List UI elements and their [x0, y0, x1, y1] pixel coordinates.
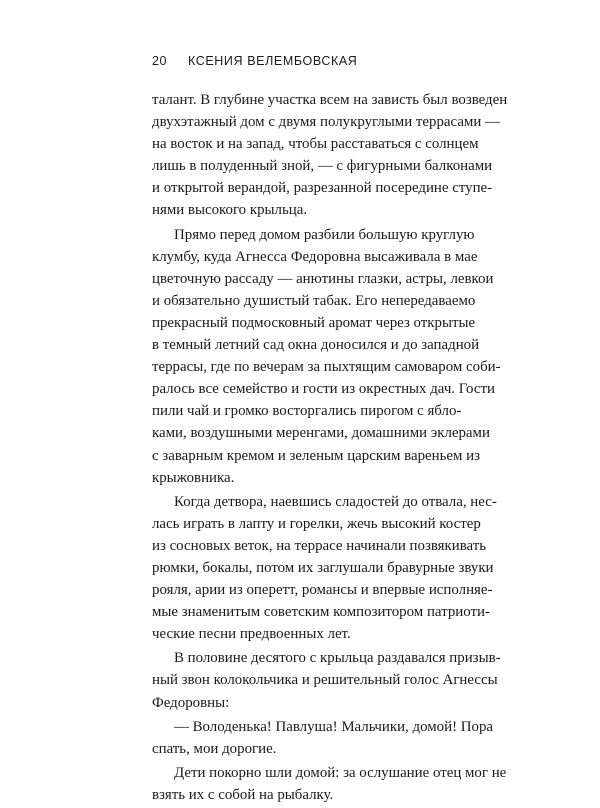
text-line: В половине десятого с крыльца раздавался призыв- — [174, 650, 501, 667]
text-line: лишь в полуденный зной, — с фигурными балконами — [152, 158, 493, 175]
text-line: и обязательно душистый табак. Его непередаваемо — [152, 292, 476, 309]
text-line: рюмки, бокалы, потом их заглушали бравурные звуки — [152, 559, 494, 576]
text-line: талант. В глубине участка всем на зависть был возведен — [152, 92, 508, 108]
text-line: рояля, арии из оперетт, романсы и впервые исполняе- — [152, 582, 493, 599]
text-line: в темный летний сад окна доносился и до западной — [152, 337, 480, 354]
text-line: прекрасный подмосковный аромат через открытые — [152, 314, 476, 331]
text-line: лась играть в лапту и горелки, жечь высокий костер — [152, 515, 481, 532]
text-line: Когда детвора, наевшись сладостей до отвала, нес- — [174, 493, 497, 510]
paragraph — [152, 89, 508, 222]
paragraph — [152, 224, 501, 489]
text-line: и открытой верандой, разрезанной посередине ступе- — [152, 180, 493, 197]
text-line: ный звон колокольчика и решительный голос Агнессы — [152, 672, 498, 689]
running-title: КСЕНИЯ ВЕЛЕМБОВСКАЯ — [188, 54, 358, 68]
text-line: мые знаменитым советским композитором патриоти- — [152, 604, 490, 621]
page-number: 20 — [152, 54, 168, 68]
text-line: ками, воздушными меренгами, домашними эклерами — [152, 425, 490, 442]
text-line: нями высокого крыльца. — [152, 202, 308, 219]
text-line: двухэтажный дом с двумя полукруглыми террасами — — [152, 114, 500, 131]
text-line: на восток и на запад, чтобы расставаться с солнцем — [152, 136, 479, 153]
text-line: из сосновых веток, на террасе начинали позвякивать — [152, 537, 487, 554]
text-line: пили чай и громко восторгались пирогом с ябло- — [152, 403, 462, 420]
running-head — [152, 54, 357, 68]
text-line: клумбу, куда Агнесса Федоровна высаживала в мае — [152, 248, 478, 265]
text-line: Прямо перед домом разбили большую круглую — [174, 226, 475, 243]
text-line: — Володенька! Павлуша! Мальчики, домой! Пора — [174, 718, 493, 735]
paragraph — [152, 647, 501, 713]
text-line: Дети покорно шли домой: за ослушание отец мог не — [174, 764, 507, 781]
text-line: Федоровны: — [152, 694, 230, 711]
text-line: спать, мои дорогие. — [152, 740, 277, 757]
body-text — [152, 89, 508, 808]
text-line: крыжовника. — [152, 469, 235, 486]
text-line: цветочную рассаду — анютины глазки, астры, левкои — [152, 270, 494, 287]
paragraph — [152, 716, 493, 760]
text-line: взять их с собой на рыбалку. — [152, 786, 334, 803]
text-line: ческие песни предвоенных лет. — [152, 626, 351, 643]
text-line: с заварным кремом и зеленым царским вареньем из — [152, 447, 481, 464]
text-line: ралось все семейство и гости из окрестных дач. Гости — [152, 381, 495, 398]
paragraph — [152, 491, 497, 646]
paragraph — [152, 762, 507, 806]
text-line: террасы, где по вечерам за пыхтящим самоваром соби- — [152, 359, 501, 376]
